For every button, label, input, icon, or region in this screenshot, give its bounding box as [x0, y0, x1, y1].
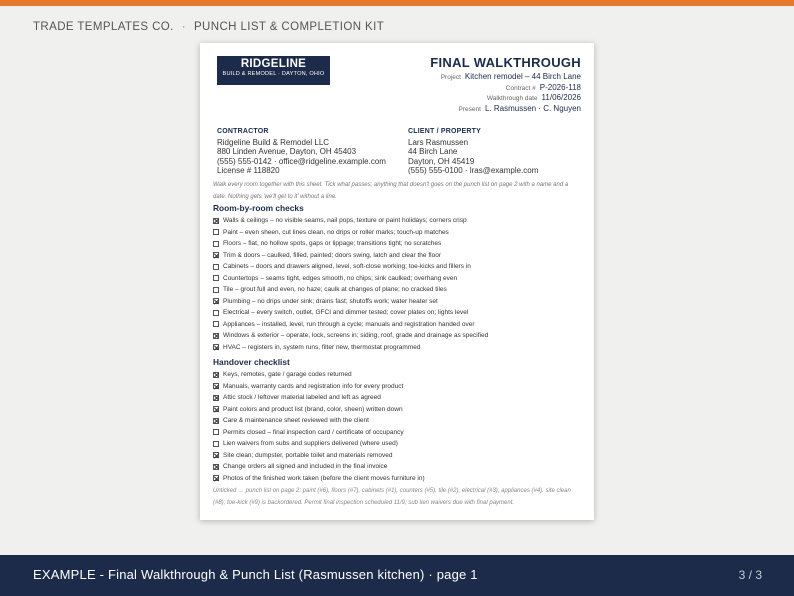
room-checks-list: [213, 215, 585, 353]
checklist-item-text: Paint colors and product list (brand, color, sheen) written down: [223, 405, 403, 413]
contractor-line: (555) 555-0142 · office@ridgeline.example.com: [217, 156, 386, 166]
checklist-item-text: Paint – even sheen, cut lines clean, no drips or roller marks; touch-up matches: [223, 228, 449, 236]
contractor-line: 880 Linden Avenue, Dayton, OH 45403: [217, 147, 357, 157]
checklist-item: [213, 369, 585, 381]
meta-row-project: [441, 72, 581, 83]
client-line: 44 Birch Lane: [408, 147, 458, 157]
logo-tagline: BUILD & REMODEL · DAYTON, OHIO: [222, 71, 325, 77]
document-title: FINAL WALKTHROUGH: [430, 55, 581, 70]
untick-note: Unticked → punch list on page 2: paint (#6), floors (#7), cabinets (#1), counters (#5), tile (#2), electrical (#3), appliances (#4), site clean (#8); toe-kick (#9) is backordered. Permit final inspection scheduled 11/9; sub lien waivers due with final payment.: [213, 488, 571, 506]
checklist-item: [213, 427, 585, 439]
project-meta: [441, 72, 581, 114]
checklist-item: [213, 438, 585, 450]
checked-box-icon[interactable]: [213, 372, 219, 378]
checklist-item-text: Photos of the finished work taken (before the client moves furniture in): [223, 474, 425, 482]
contractor-line: License # 118820: [217, 166, 280, 176]
checklist-item-text: HVAC – registers in, system runs, filter new, thermostat programmed: [223, 343, 421, 351]
checklist-item-text: Appliances – installed, level, run through a cycle; manuals and registration handed over: [223, 320, 475, 328]
meta-row-present: [441, 104, 581, 115]
checklist-item-text: Floors – flat, no hollow spots, gaps or lippage; transitions tight; no scratches: [223, 240, 442, 248]
checked-box-icon[interactable]: [213, 464, 219, 470]
checklist-item: [213, 227, 585, 239]
checklist-item: [213, 450, 585, 462]
checklist-item-text: Manuals, warranty cards and registration info for every product: [223, 382, 404, 390]
checked-box-icon[interactable]: [213, 344, 219, 350]
contractor-heading: CONTRACTOR: [217, 128, 269, 135]
checklist-item-text: Attic stock / leftover material labeled and left as agreed: [223, 394, 381, 402]
meta-label: Present: [458, 105, 481, 113]
client-line: (555) 555-0100 · lras@example.com: [408, 166, 539, 176]
checked-box-icon[interactable]: [213, 452, 219, 458]
checklist-item-text: Electrical – every switch, outlet, GFCI and dimmer tested; cover plates on; lights level: [223, 309, 469, 317]
page-counter: 3 / 3: [738, 568, 762, 582]
checklist-item: [213, 404, 585, 416]
checklist-item: [213, 330, 585, 342]
meta-label: Walkthrough date: [486, 95, 538, 103]
checklist-item-text: Tile – grout full and even, no haze; caulk at changes of plane; no cracked tiles: [223, 286, 447, 294]
checklist-item: [213, 415, 585, 427]
empty-checkbox-icon[interactable]: [213, 264, 219, 270]
checked-box-icon[interactable]: [213, 298, 219, 304]
logo-name: RIDGELINE: [240, 58, 307, 70]
checklist-item-text: Plumbing – no drips under sink; drains fast; shutoffs work; water heater set: [223, 297, 438, 305]
checklist-item-text: Windows & exterior – operate, lock, screens in; siding, roof, grade and drainage as specified: [223, 332, 489, 340]
checklist-item: [213, 238, 585, 250]
empty-checkbox-icon[interactable]: [213, 229, 219, 235]
empty-checkbox-icon[interactable]: [213, 310, 219, 316]
header-separator: ·: [181, 21, 186, 33]
checklist-item-text: Change orders all signed and included in the final invoice: [223, 463, 388, 471]
checklist-item-text: Keys, remotes, gate / garage codes returned: [223, 371, 352, 379]
meta-value: Kitchen remodel – 44 Birch Lane: [464, 72, 581, 81]
checklist-item: [213, 296, 585, 308]
checklist-item: [213, 461, 585, 473]
meta-value: 11/06/2026: [541, 93, 581, 103]
checked-box-icon[interactable]: [213, 406, 219, 412]
room-checks-heading: Room-by-room checks: [213, 203, 304, 213]
checklist-item-text: Site clean; dumpster, portable toilet and materials removed: [223, 451, 393, 459]
meta-value: P-2026-118: [539, 82, 581, 92]
client-heading: CLIENT / PROPERTY: [408, 128, 482, 135]
meta-label: Project: [440, 74, 461, 81]
contractor-block: [217, 128, 397, 176]
checklist-item: [213, 250, 585, 262]
checklist-item: [213, 273, 585, 285]
meta-value: L. Rasmussen · C. Nguyen: [484, 103, 581, 113]
checklist-item-text: Permits closed – final inspection card / certificate of occupancy: [223, 428, 404, 436]
checklist-item: [213, 342, 585, 354]
checklist-item: [213, 319, 585, 331]
company-logo: [217, 56, 330, 85]
checklist-item-text: Cabinets – doors and drawers aligned, level, soft-close working; toe-kicks and fillers in: [223, 263, 471, 271]
checked-box-icon[interactable]: [213, 395, 219, 401]
handover-heading: Handover checklist: [213, 357, 290, 367]
checklist-item-text: Lien waivers from subs and suppliers delivered (where used): [223, 440, 398, 448]
empty-checkbox-icon[interactable]: [213, 275, 219, 281]
top-accent-bar: [0, 0, 794, 6]
checked-box-icon[interactable]: [213, 252, 219, 258]
document-page: [200, 43, 594, 520]
footer-caption: EXAMPLE - Final Walkthrough & Punch List (Rasmussen kitchen) · page 1: [33, 567, 478, 582]
checklist-item-text: Walls & ceilings – no visible seams, nail pops, texture or paint holidays; corners crisp: [223, 217, 467, 225]
checked-box-icon[interactable]: [213, 383, 219, 389]
empty-checkbox-icon[interactable]: [213, 429, 219, 435]
empty-checkbox-icon[interactable]: [213, 321, 219, 327]
empty-checkbox-icon[interactable]: [213, 241, 219, 247]
meta-label: Contract #: [505, 84, 536, 92]
checklist-item: [213, 473, 585, 485]
checklist-item: [213, 392, 585, 404]
checklist-item: [213, 307, 585, 319]
kit-name: PUNCH LIST & COMPLETION KIT: [193, 21, 385, 33]
checklist-item: [213, 284, 585, 296]
checklist-item-text: Countertops – seams tight, edges smooth, no chips; sink caulked; overhang even: [223, 274, 458, 282]
meta-row-date: [441, 93, 581, 104]
footer-bar: [0, 555, 794, 596]
contractor-line: Ridgeline Build & Remodel LLC: [217, 138, 330, 147]
empty-checkbox-icon[interactable]: [213, 441, 219, 447]
checklist-item-text: Trim & doors – caulked, filled, painted; doors swing, latch and clear the floor: [223, 251, 441, 259]
checked-box-icon[interactable]: [213, 418, 219, 424]
checked-box-icon[interactable]: [213, 475, 219, 481]
meta-row-contract: [441, 83, 581, 94]
intro-note: Walk every room together with this sheet. Tick what passes; anything that doesn't goes on the punch list on page 2 with a name and a date. Nothing gets 'we'll get to it' without a line.: [213, 182, 569, 200]
checked-box-icon[interactable]: [213, 218, 219, 224]
checklist-item: [213, 381, 585, 393]
kit-header: [33, 21, 384, 33]
checklist-item: [213, 261, 585, 273]
brand-name: TRADE TEMPLATES CO.: [33, 21, 174, 33]
client-block: [408, 128, 588, 176]
checklist-item: [213, 215, 585, 227]
client-line: Lars Rasmussen: [408, 138, 469, 147]
checklist-item-text: Care & maintenance sheet reviewed with the client: [223, 417, 369, 425]
empty-checkbox-icon[interactable]: [213, 287, 219, 293]
handover-list: [213, 369, 585, 484]
client-line: Dayton, OH 45419: [408, 156, 475, 166]
checked-box-icon[interactable]: [213, 333, 219, 339]
